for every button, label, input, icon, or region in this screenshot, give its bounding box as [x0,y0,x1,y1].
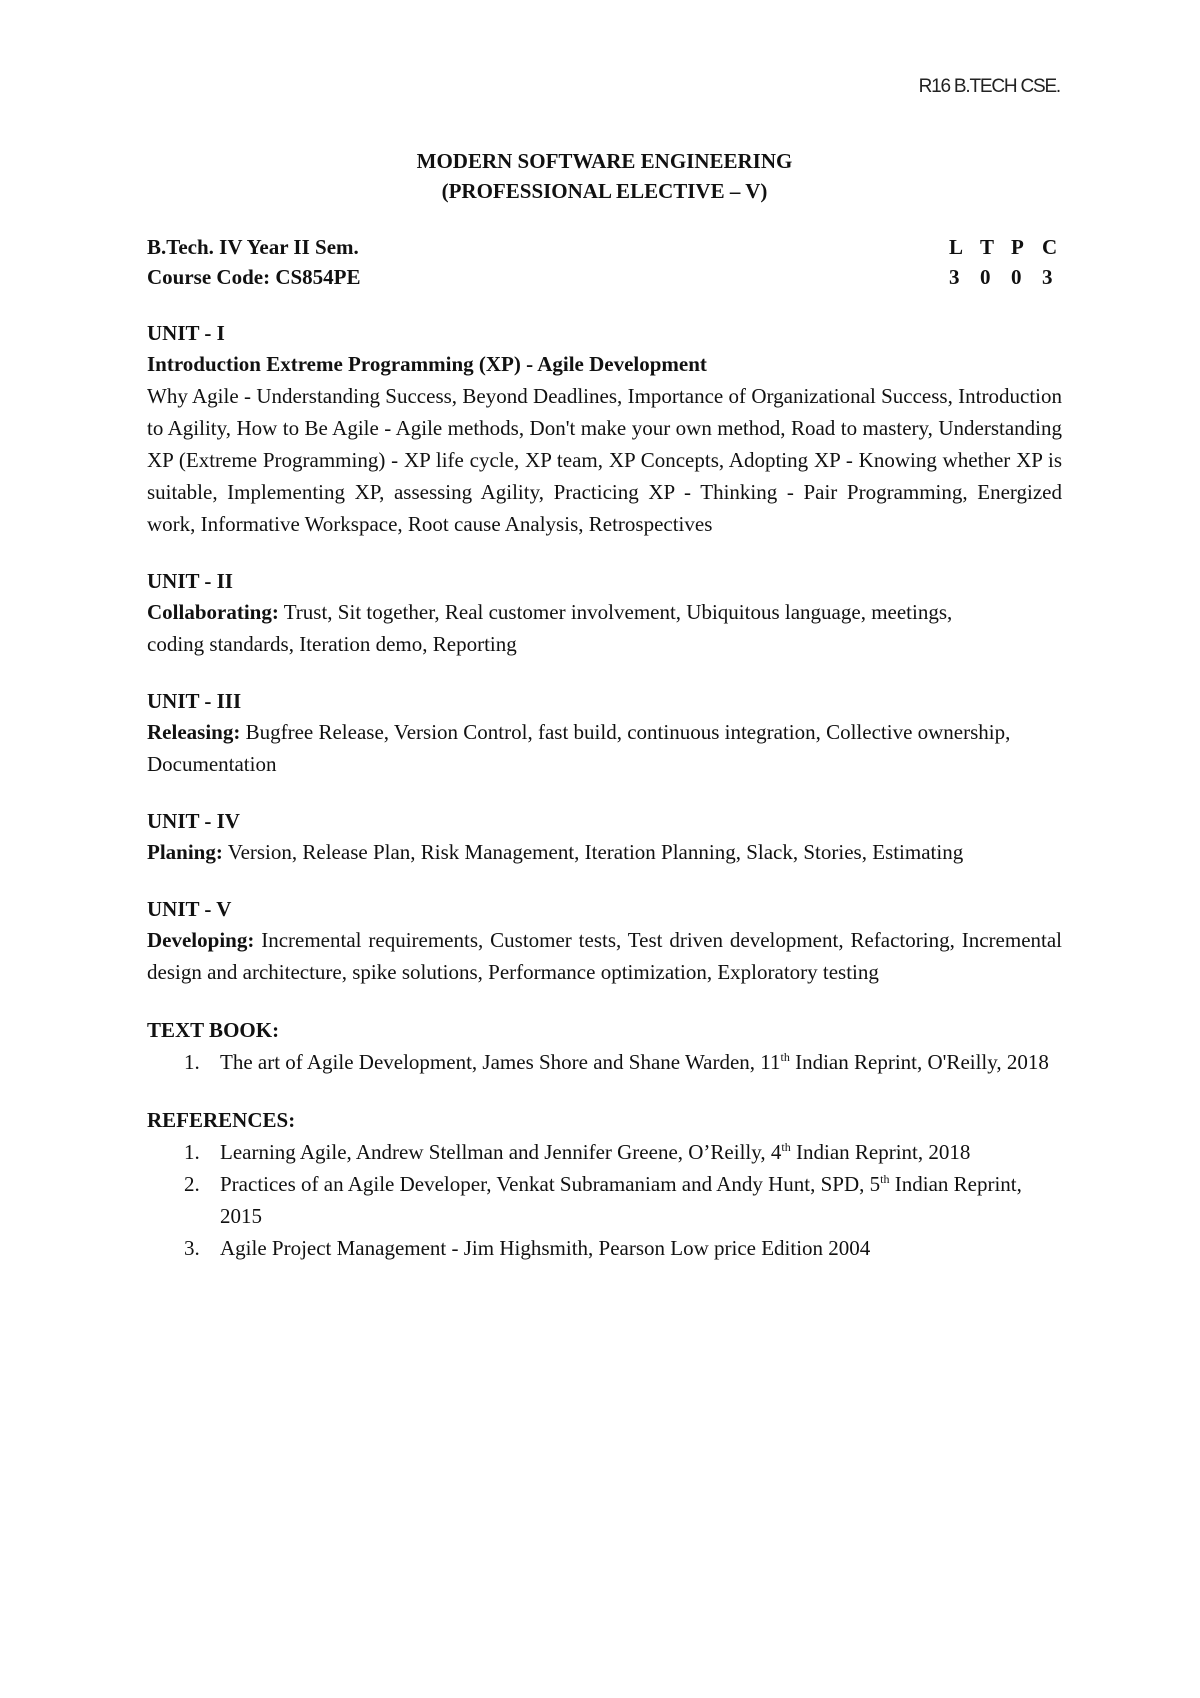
unit-topics: Trust, Sit together, Real customer involvement, Ubiquitous language, meetings, coding standards, Iteration demo, Reporting [147,600,953,656]
ltpc-table [949,232,1062,292]
list-number: 3. [184,1236,200,1260]
unit-topics: Version, Release Plan, Risk Management, Iteration Planning, Slack, Stories, Estimating [227,840,964,864]
unit-heading: UNIT - II [147,569,233,593]
list-superscript: th [780,1050,790,1064]
list-text: Practices of an Agile Developer, Venkat Subramaniam and Andy Hunt, SPD, 5 [220,1172,881,1196]
unit-body [147,924,1062,988]
list-text: Agile Project Management - Jim Highsmith, Pearson Low price Edition 2004 [220,1236,871,1260]
ltpc-header-l: L [949,235,964,259]
list-item [147,1136,1062,1168]
unit-subtitle: Introduction Extreme Programming (XP) - Agile Development [147,352,707,376]
list-item [147,1168,1062,1232]
course-title [147,146,1062,206]
ltpc-value-l: 3 [949,265,960,289]
list-item [147,1232,1062,1264]
unit-lead: Releasing: [147,720,241,744]
course-title-line1: MODERN SOFTWARE ENGINEERING [416,149,793,173]
list-text-tail: Indian Reprint, 2018 [790,1140,971,1164]
unit-heading: UNIT - V [147,897,232,921]
list-text-tail: Indian Reprint, 2015 [220,1172,1022,1228]
page-content [147,146,1062,1264]
unit-heading: UNIT - I [147,321,225,345]
list-number: 1. [184,1050,200,1074]
running-header: R16 B.TECH CSE. [918,76,1060,97]
references-heading: REFERENCES: [147,1108,296,1132]
unit-body [147,716,1052,780]
list-text-tail: Indian Reprint, O'Reilly, 2018 [789,1050,1049,1074]
course-title-line2: (PROFESSIONAL ELECTIVE – V) [441,179,768,203]
ltpc-header-p: P [1011,235,1024,259]
unit-heading: UNIT - IV [147,809,240,833]
semester-label: B.Tech. IV Year II Sem. [147,235,359,259]
unit-4 [147,806,1062,868]
unit-3 [147,686,1062,780]
list-text: The art of Agile Development, James Shore and Shane Warden, 11 [220,1050,781,1074]
course-meta [147,232,1062,292]
unit-1 [147,318,1062,540]
unit-topics: Incremental requirements, Customer tests, Test driven development, Refactoring, Incremental design and architecture, spike solutions, Performance optimization, Exploratory testing [147,928,1063,984]
unit-heading: UNIT - III [147,689,242,713]
ltpc-value-t: 0 [980,265,991,289]
list-superscript: th [880,1172,890,1186]
unit-body [147,836,1007,868]
unit-topics: Bugfree Release, Version Control, fast build, continuous integration, Collective ownership, Documentation [147,720,1011,776]
ltpc-header-c: C [1042,235,1058,259]
list-number: 2. [184,1172,200,1196]
ltpc-value-p: 0 [1011,265,1022,289]
unit-body [147,596,982,660]
references-list [147,1136,1062,1264]
ltpc-value-c: 3 [1042,265,1053,289]
list-number: 1. [184,1140,200,1164]
unit-lead: Planing: [147,840,223,864]
list-superscript: th [781,1140,791,1154]
ltpc-header-t: T [980,235,995,259]
course-code: Course Code: CS854PE [147,265,361,289]
unit-body: Why Agile - Understanding Success, Beyond Deadlines, Importance of Organizational Success, Introduction to Agility, How to Be Agile - Agile methods, Don't make your own method, Road to mastery, Understanding XP (Extreme Programming) - XP life cycle, XP team, XP Concepts, Adopting XP - Knowing whether XP is suitable, Implementing XP, assessing Agility, Practicing XP - Thinking - Pair Programming, Energized work, Informative Workspace, Root cause Analysis, Retrospectives [147,384,1062,536]
list-text: Learning Agile, Andrew Stellman and Jennifer Greene, O’Reilly, 4 [220,1140,782,1164]
unit-lead: Collaborating: [147,600,279,624]
unit-lead: Developing: [147,928,255,952]
unit-2 [147,566,1062,660]
list-item [147,1046,1062,1078]
unit-5 [147,894,1062,988]
text-book-list [147,1046,1062,1078]
text-book-heading: TEXT BOOK: [147,1018,280,1042]
